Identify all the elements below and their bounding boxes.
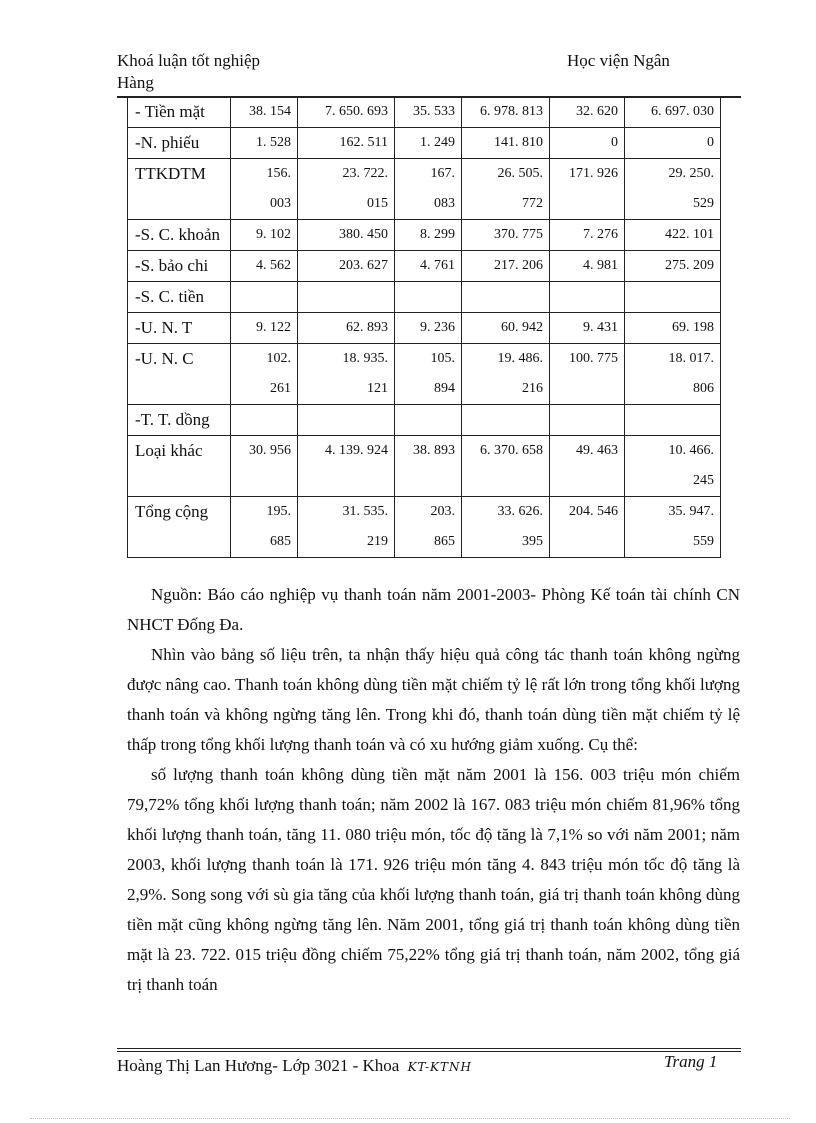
table-cell xyxy=(298,405,395,436)
row-label: -T. T. dồng xyxy=(128,405,231,436)
table-cell xyxy=(298,97,395,128)
table-cell xyxy=(550,497,625,558)
cell-value: 204. 546 xyxy=(569,504,618,519)
row-label: -S. C. tiền xyxy=(128,282,231,313)
cell-value: 9. 122 xyxy=(256,320,291,335)
cell-value: 1. 528 xyxy=(256,135,291,150)
table-cell xyxy=(395,159,462,220)
cell-value: 422. 101 xyxy=(665,227,714,242)
table-cell xyxy=(462,436,550,497)
cell-value: 32. 620 xyxy=(576,104,618,119)
table-cell xyxy=(550,128,625,159)
table-cell xyxy=(395,344,462,405)
table-cell xyxy=(625,405,721,436)
table-cell xyxy=(462,344,550,405)
table-cell xyxy=(231,344,298,405)
cell-value: 015 xyxy=(367,196,388,211)
cell-value: 19. 486. xyxy=(497,351,543,366)
table-cell xyxy=(550,313,625,344)
cell-value: 38. 893 xyxy=(413,443,455,458)
cell-value: 10. 466. xyxy=(668,443,714,458)
table-row xyxy=(128,282,721,313)
row-label: -N. phiếu xyxy=(128,128,231,159)
row-label: Loại khác xyxy=(128,436,231,497)
table-cell xyxy=(625,436,721,497)
cell-value: 559 xyxy=(693,534,714,549)
table-row xyxy=(128,313,721,344)
payment-data-table xyxy=(127,96,721,558)
table-cell xyxy=(298,313,395,344)
cell-value: 7. 650. 693 xyxy=(325,104,388,119)
cell-value: 35. 947. xyxy=(668,504,714,519)
cell-value: 162. 511 xyxy=(339,135,388,150)
cell-value: 245 xyxy=(693,473,714,488)
table-cell xyxy=(298,128,395,159)
table-cell xyxy=(395,436,462,497)
table-cell xyxy=(231,97,298,128)
row-label: - Tiền mặt xyxy=(128,97,231,128)
cell-value: 6. 370. 658 xyxy=(480,443,543,458)
cell-value: 395 xyxy=(522,534,543,549)
cell-value: 35. 533 xyxy=(413,104,455,119)
cell-value: 7. 276 xyxy=(583,227,618,242)
table-cell xyxy=(625,282,721,313)
table-cell xyxy=(298,497,395,558)
row-label: -S. C. khoản xyxy=(128,220,231,251)
cell-value: 894 xyxy=(434,381,455,396)
table-row xyxy=(128,220,721,251)
cell-value: 30. 956 xyxy=(249,443,291,458)
table-cell xyxy=(550,436,625,497)
table-cell xyxy=(625,128,721,159)
table-cell xyxy=(550,405,625,436)
table-cell xyxy=(395,97,462,128)
cell-value: 003 xyxy=(270,196,291,211)
table-cell xyxy=(625,159,721,220)
table-cell xyxy=(231,128,298,159)
table-row xyxy=(128,159,721,220)
row-label: TTKDTM xyxy=(128,159,231,220)
cell-value: 275. 209 xyxy=(665,258,714,273)
cell-value: 217. 206 xyxy=(494,258,543,273)
table-row xyxy=(128,344,721,405)
table-cell xyxy=(231,159,298,220)
table-cell xyxy=(231,282,298,313)
cell-value: 33. 626. xyxy=(497,504,543,519)
cell-value: 772 xyxy=(522,196,543,211)
table-cell xyxy=(231,313,298,344)
table-cell xyxy=(395,282,462,313)
cell-value: 167. xyxy=(430,166,455,181)
cell-value: 380. 450 xyxy=(339,227,388,242)
table-cell xyxy=(462,159,550,220)
table-cell xyxy=(231,405,298,436)
header-title-left xyxy=(117,50,260,94)
source-note: Nguồn: Báo cáo nghiệp vụ thanh toán năm 2001-2003- Phòng Kế toán tài chính CN NHCT Đống Đa. xyxy=(127,585,740,634)
table-row xyxy=(128,436,721,497)
table-cell xyxy=(550,159,625,220)
footer-author xyxy=(117,1055,472,1078)
cell-value: 26. 505. xyxy=(497,166,543,181)
table-cell xyxy=(231,251,298,282)
cell-value: 121 xyxy=(367,381,388,396)
cell-value: 9. 431 xyxy=(583,320,618,335)
cell-value: 0 xyxy=(707,135,714,150)
cell-value: 0 xyxy=(611,135,618,150)
table-row xyxy=(128,128,721,159)
table-row xyxy=(128,97,721,128)
table-cell xyxy=(550,251,625,282)
cell-value: 9. 102 xyxy=(256,227,291,242)
footer-faculty-script: KT-KTNH xyxy=(407,1060,472,1074)
cell-value: 203. xyxy=(430,504,455,519)
cell-value: 261 xyxy=(270,381,291,396)
row-label: Tổng cộng xyxy=(128,497,231,558)
cell-value: 49. 463 xyxy=(576,443,618,458)
cell-value: 8. 299 xyxy=(420,227,455,242)
table-cell xyxy=(550,220,625,251)
cell-value: 865 xyxy=(434,534,455,549)
table-cell xyxy=(395,497,462,558)
page-bottom-divider xyxy=(30,1118,790,1119)
footer-rule-top xyxy=(117,1048,741,1049)
table-cell xyxy=(231,436,298,497)
cell-value: 102. xyxy=(266,351,291,366)
cell-value: 156. xyxy=(266,166,291,181)
table-cell xyxy=(231,497,298,558)
table-cell xyxy=(550,344,625,405)
cell-value: 141. 810 xyxy=(494,135,543,150)
cell-value: 6. 978. 813 xyxy=(480,104,543,119)
table-cell xyxy=(462,313,550,344)
table-cell xyxy=(462,497,550,558)
cell-value: 69. 198 xyxy=(672,320,714,335)
paragraph-detail: số lượng thanh toán không dùng tiền mặt năm 2001 là 156. 003 triệu món chiếm 79,72% tổng khối lượng thanh toán; năm 2002 là 167. 083 triệu món chiếm 81,96% tổng khối lượng thanh toán, tăng 11. 080 triệu món, tốc độ tăng là 7,1% so với năm 2001; năm 2003, khối lượng thanh toán là 171. 926 triệu món tăng 4. 843 triệu món tốc độ tăng là 2,9%. Song song với sù gia tăng của khối lượng thanh toán, giá trị thanh toán không dùng tiền mặt cũng không ngừng tăng lên. Năm 2001, tổng giá trị thanh toán không dùng tiền mặt là 23. 722. 015 triệu đồng chiếm 75,22% tổng giá trị thanh toán, năm 2002, tổng giá trị thanh toán xyxy=(127,765,740,994)
cell-value: 6. 697. 030 xyxy=(651,104,714,119)
cell-value: 203. 627 xyxy=(339,258,388,273)
cell-value: 31. 535. xyxy=(342,504,388,519)
table-cell xyxy=(395,220,462,251)
table-cell xyxy=(550,97,625,128)
table-cell xyxy=(395,405,462,436)
table-cell xyxy=(625,497,721,558)
table-cell xyxy=(298,251,395,282)
row-label: -U. N. C xyxy=(128,344,231,405)
cell-value: 4. 139. 924 xyxy=(325,443,388,458)
header-left-line1: Khoá luận tốt nghiệp xyxy=(117,51,261,70)
table-cell xyxy=(395,313,462,344)
table-cell xyxy=(462,405,550,436)
table-row xyxy=(128,251,721,282)
cell-value: 4. 761 xyxy=(420,258,455,273)
cell-value: 195. xyxy=(266,504,291,519)
table-cell xyxy=(298,344,395,405)
cell-value: 60. 942 xyxy=(501,320,543,335)
table-cell xyxy=(231,220,298,251)
table-cell xyxy=(462,97,550,128)
table-cell xyxy=(462,251,550,282)
cell-value: 29. 250. xyxy=(668,166,714,181)
row-label: -S. bảo chi xyxy=(128,251,231,282)
cell-value: 171. 926 xyxy=(569,166,618,181)
footer-page-number: Trang 1 xyxy=(664,1052,718,1071)
table-cell xyxy=(625,313,721,344)
cell-value: 4. 562 xyxy=(256,258,291,273)
table-row xyxy=(128,497,721,558)
table-cell xyxy=(625,220,721,251)
cell-value: 18. 017. xyxy=(668,351,714,366)
cell-value: 685 xyxy=(270,534,291,549)
cell-value: 38. 154 xyxy=(249,104,291,119)
cell-value: 105. xyxy=(430,351,455,366)
table-cell xyxy=(625,251,721,282)
table-cell xyxy=(462,282,550,313)
table-cell xyxy=(395,128,462,159)
footer-author-text: Hoàng Thị Lan Hương- Lớp 3021 - Khoa xyxy=(117,1056,400,1075)
table-cell xyxy=(550,282,625,313)
cell-value: 806 xyxy=(693,381,714,396)
cell-value: 100. 775 xyxy=(569,351,618,366)
table-cell xyxy=(298,282,395,313)
table-row xyxy=(128,405,721,436)
table-cell xyxy=(625,344,721,405)
cell-value: 370. 775 xyxy=(494,227,543,242)
header-left-line2: Hàng xyxy=(117,73,154,92)
cell-value: 219 xyxy=(367,534,388,549)
cell-value: 18. 935. xyxy=(342,351,388,366)
cell-value: 62. 893 xyxy=(346,320,388,335)
cell-value: 1. 249 xyxy=(420,135,455,150)
table-cell xyxy=(462,128,550,159)
row-label: -U. N. T xyxy=(128,313,231,344)
cell-value: 216 xyxy=(522,381,543,396)
footer-rule-bottom xyxy=(117,1051,741,1052)
cell-value: 23. 722. xyxy=(342,166,388,181)
table-cell xyxy=(298,159,395,220)
table-cell xyxy=(298,436,395,497)
cell-value: 4. 981 xyxy=(583,258,618,273)
body-text xyxy=(127,580,740,1000)
table-cell xyxy=(462,220,550,251)
table-cell xyxy=(625,97,721,128)
header-title-right: Học viện Ngân xyxy=(567,51,670,70)
cell-value: 9. 236 xyxy=(420,320,455,335)
cell-value: 529 xyxy=(693,196,714,211)
cell-value: 083 xyxy=(434,196,455,211)
paragraph-summary: Nhìn vào bảng số liệu trên, ta nhận thấy hiệu quả công tác thanh toán không ngừng được nâng cao. Thanh toán không dùng tiền mặt chiếm tỷ lệ rất lớn trong tổng khối lượng thanh toán và không ngừng tăng lên. Trong khi đó, thanh toán dùng tiền mặt chiếm tỷ lệ thấp trong tổng khối lượng thanh toán và có xu hướng giảm xuống. Cụ thể: xyxy=(127,645,740,754)
table-cell xyxy=(298,220,395,251)
table-cell xyxy=(395,251,462,282)
